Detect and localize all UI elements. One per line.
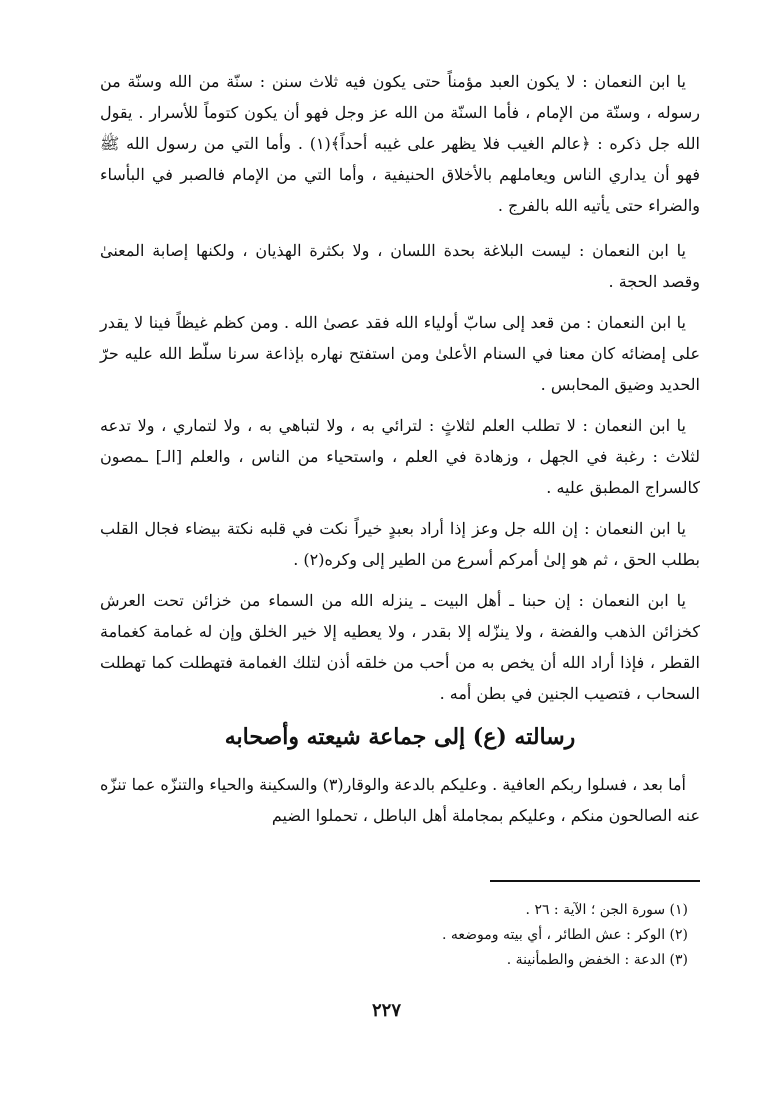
page-number: ٢٢٧ xyxy=(371,1000,401,1021)
paragraph-6: يا ابن النعمان : إن حبنا ـ أهل البيت ـ ينزله الله من السماء من خزائن تحت العرش كخزائن الذهب والفضة ، ولا ينزّله إلا بقدر ، ولا يعطيه إلا خير الخلق وإن له غمامة كغمامة القطر ، فإذا أراد الله أن يخص به من أحب من خلقه أذن لتلك الغمامة فتهطلت كما تهطلت السحاب ، فتصيب الجنين في بطن أمه . xyxy=(100,591,701,703)
footnote-1: (١) سورة الجن ؛ الآية : ٢٦ . xyxy=(525,902,688,918)
paragraph-4: يا ابن النعمان : لا تطلب العلم لثلاثٍ : لترائي به ، ولا لتباهي به ، ولا لتماري ، ولا تدعه لثلاث : رغبة في الجهل ، وزهادة في العلم ، واستحياء من الناس ، والعلم [الـ] ـمصون كالسراج المطبق عليه . xyxy=(100,416,700,497)
paragraph-5: يا ابن النعمان : إن الله جل وعز إذا أراد بعبدٍ خيراً نكت في قلبه نكتة بيضاء فجال القلب بطلب الحق ، ثم هو إلىٰ أمركم أسرع من الطير إلى وكره(٢) . xyxy=(100,519,700,569)
main-text xyxy=(100,66,700,831)
footnotes xyxy=(300,898,700,973)
paragraph-3: يا ابن النعمان : من قعد إلى سابّ أولياء الله فقد عصىٰ الله . ومن كظم غيظاً فينا لا يقدر على إمضائه كان معنا في السنام الأعلىٰ ومن استفتح نهاره بإذاعة سرنا سلّط الله عليه حرّ الحديد وضيق المحابس . xyxy=(100,313,700,394)
paragraph-1: يا ابن النعمان : لا يكون العبد مؤمناً حتى يكون فيه ثلاث سنن : سنّة من الله وسنّة من رسوله ، وسنّة من الإمام ، فأما السنّة من الله عز وجل فهو أن يكون كتوماً للأسرار . يقول الله جل ذكره : ﴿عالم الغيب فلا يظهر على غيبه أحداً﴾(١) . وأما التي من رسول الله ﷺ فهو أن يداري الناس ويعاملهم بالأخلاق الحنيفية ، وأما التي من الإمام فالصبر في البأساء والضراء حتى يأتيه الله بالفرج . xyxy=(100,72,701,215)
paragraph-2: يا ابن النعمان : ليست البلاغة بحدة اللسان ، ولا بكثرة الهذيان ، ولكنها إصابة المعنىٰ وقصد الحجة . xyxy=(100,241,700,291)
footnote-divider xyxy=(490,880,700,882)
footnote-3: (٣) الدعة : الخفض والطمأنينة . xyxy=(506,952,688,968)
paragraph-7: أما بعد ، فسلوا ربكم العافية . وعليكم بالدعة والوقار(٣) والسكينة والحياء والتنزّه عما تنزّه عنه الصالحون منكم ، وعليكم بمجاملة أهل الباطل ، تحملوا الضيم xyxy=(100,775,700,825)
section-heading: رسالته (ع) إلى جماعة شيعته وأصحابه xyxy=(224,724,576,750)
footnote-2: (٢) الوكر : عش الطائر ، أي بيته وموضعه . xyxy=(441,927,688,943)
